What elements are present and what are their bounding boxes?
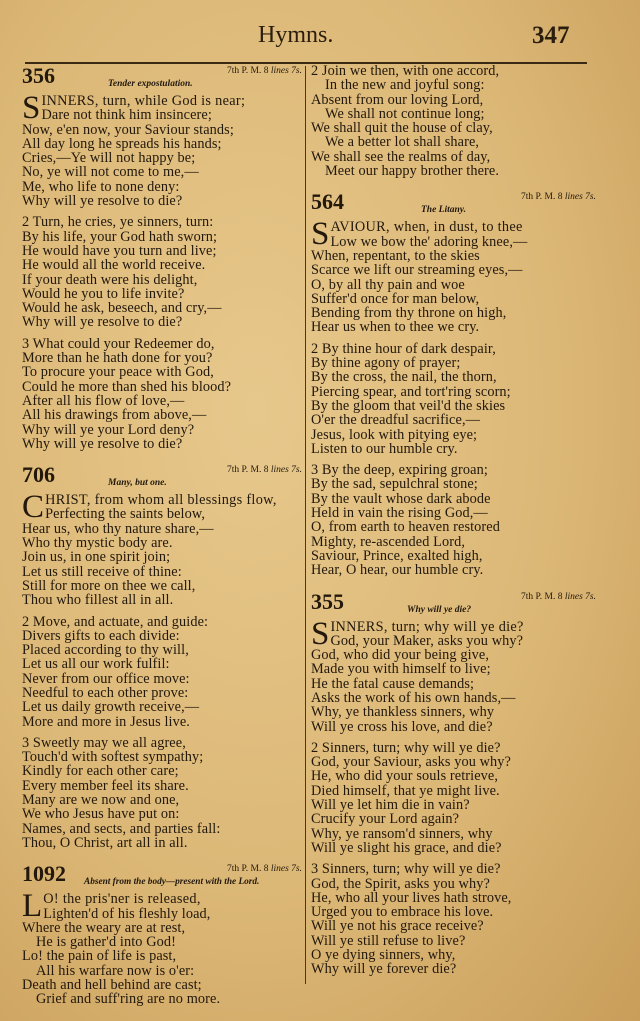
- verse-line: Perfecting the saints below,: [45, 506, 206, 523]
- verse-line: Kindly for each other care;: [22, 763, 179, 780]
- meter-label: [227, 465, 302, 475]
- verse-line: Divers gifts to each divide:: [22, 627, 180, 644]
- verse-line: Will ye let him die in vain?: [311, 797, 470, 814]
- verse: [22, 615, 302, 729]
- hymn-header: [22, 463, 302, 493]
- verse-line: Now, e'en now, your Saviour stands;: [22, 121, 234, 138]
- verse-line: Why will ye your Lord deny?: [22, 421, 195, 438]
- verse-line: Why, ye thankless sinners, why: [311, 704, 495, 721]
- verse-line: All his drawings from above,—: [22, 407, 207, 424]
- verse-line: Saviour, Prince, exalted high,: [311, 547, 483, 564]
- verse-line: 2 By thine hour of dark despair,: [311, 340, 496, 357]
- verse-line: Urged you to embrace his love.: [311, 904, 494, 921]
- meter-lines: lines 7s.: [270, 66, 302, 76]
- line-text: AVIOUR, when, in dust, to thee: [330, 219, 523, 236]
- meter-lines: lines 7s.: [270, 465, 302, 476]
- verse-line: If your death were his delight,: [22, 271, 198, 288]
- hymn-number: 356: [22, 63, 55, 88]
- line-text: HRIST, from whom all blessings flow,: [45, 492, 277, 509]
- verse-line: We a better lot shall share,: [325, 134, 480, 151]
- meter-text: 7th P. M. 8: [227, 465, 269, 476]
- verse-line: In the new and joyful song:: [325, 77, 485, 94]
- verse-line: Let us all our work fulfil:: [22, 656, 170, 673]
- verse: [311, 741, 596, 855]
- hymn-number: 1092: [22, 861, 66, 887]
- hymn-block: [311, 590, 596, 977]
- verse-line: Scarce we lift our streaming eyes,—: [311, 262, 523, 279]
- left-column: [22, 64, 302, 1019]
- verse-line: Hear us, who thy nature share,—: [22, 520, 214, 537]
- verse-line: O, by all thy pain and woe: [311, 276, 465, 293]
- verse-line: Thou, O Christ, art all in all.: [22, 834, 188, 851]
- hymn-block: [311, 64, 596, 178]
- hymn-subtitle: Tender expostulation.: [108, 79, 193, 89]
- hymn-block: [22, 463, 302, 850]
- hymn-block: [22, 862, 302, 1006]
- verse: [22, 215, 302, 329]
- hymn-number: 355: [311, 588, 344, 614]
- drop-cap: S: [311, 216, 330, 253]
- meter-lines: lines 7s.: [564, 591, 596, 602]
- hymn-header: [22, 64, 302, 94]
- drop-cap: L: [22, 888, 43, 925]
- verse-line: All his warfare now is o'er:: [36, 962, 195, 979]
- verse-line: Let us daily growth receive,—: [22, 699, 200, 716]
- running-title: Hymns.: [258, 22, 334, 48]
- verse-line: 3 Sweetly may we all agree,: [22, 734, 186, 751]
- verse-line: Needful to each other prove:: [22, 684, 189, 701]
- verse-line: By thine agony of prayer;: [311, 355, 461, 372]
- verse-line: Every member feel its share.: [22, 777, 189, 794]
- verse-line: Lighten'd of his fleshly load,: [43, 905, 211, 922]
- verse-line: Why will ye resolve to die?: [22, 435, 183, 452]
- verse-line: Many are we now and one,: [22, 792, 180, 809]
- hymn-header: [22, 862, 302, 892]
- verse-line: God, your Saviour, asks you why?: [311, 754, 511, 771]
- verse-line: Will ye still refuse to live?: [311, 932, 466, 949]
- verse-line: No, ye will not come to me,—: [22, 164, 199, 181]
- verse-line: More than he hath done for you?: [22, 350, 213, 367]
- verse-line: By the cross, the nail, the thorn,: [311, 369, 497, 386]
- hymn-number: 564: [311, 189, 344, 215]
- hymn-subtitle: Many, but one.: [108, 478, 167, 489]
- meter-lines: lines 7s.: [564, 192, 596, 203]
- verse-line: Names, and sects, and parties fall:: [22, 820, 221, 837]
- meter-text: 7th P. M. 8: [521, 192, 563, 203]
- meter-text: 7th P. M. 8: [521, 591, 563, 602]
- verse-line: Hear us when to thee we cry.: [311, 319, 480, 336]
- verse-line: He would all the world receive.: [22, 257, 206, 274]
- line-text: INNERS, turn; why will ye die?: [330, 618, 524, 635]
- verse-line: Held in vain the rising God,—: [311, 505, 488, 522]
- verse: [22, 337, 302, 451]
- verse: [311, 862, 596, 976]
- verse-line: Me, who life to none deny:: [22, 178, 180, 195]
- verse-line: Why will ye resolve to die?: [22, 193, 183, 210]
- verse-line: Will ye cross his love, and die?: [311, 718, 493, 735]
- column-divider: [305, 66, 306, 984]
- verse: [311, 615, 596, 735]
- drop-cap: S: [22, 90, 41, 126]
- verse-line: After all his flow of love,—: [22, 392, 185, 409]
- verse-line: All day long he spreads his hands;: [22, 135, 222, 152]
- verse: [311, 216, 596, 336]
- line-text: O! the pris'ner is released,: [43, 891, 201, 908]
- verse-line: Grief and suff'ring are no more.: [36, 991, 221, 1008]
- verse-line: 3 What could your Redeemer do,: [22, 335, 215, 352]
- verse-line: We shall see the realms of day,: [311, 148, 491, 165]
- verse-line: He, who all your lives hath strove,: [311, 889, 512, 906]
- hymn-block: [311, 190, 596, 577]
- verse: [22, 888, 302, 1008]
- verse-line: 2 Move, and actuate, and guide:: [22, 613, 209, 630]
- verse: [22, 489, 302, 609]
- hymn-header: [311, 190, 596, 220]
- drop-cap: S: [311, 615, 330, 652]
- verse-line: We shall not continue long;: [325, 105, 485, 122]
- verse-line: Could he more than shed his blood?: [22, 378, 232, 395]
- verse-line: O ye dying sinners, why,: [311, 947, 456, 964]
- meter-label: [227, 864, 302, 874]
- verse-line: Why will ye resolve to die?: [22, 314, 183, 331]
- meter-label: [521, 592, 596, 602]
- verse-line: Never from our office move:: [22, 670, 190, 687]
- verse-line: Join us, in one spirit join;: [22, 549, 171, 566]
- verse-line: Crucify your Lord again?: [311, 811, 460, 828]
- meter-label: [521, 192, 596, 202]
- verse-line: Let us still receive of thine:: [22, 563, 182, 580]
- verse-line: More and more in Jesus live.: [22, 713, 190, 730]
- verse-line: By his life, your God hath sworn;: [22, 228, 218, 245]
- verse-line: By the sad, sepulchral stone;: [311, 476, 478, 493]
- verse-line: Where the weary are at rest,: [22, 919, 186, 936]
- verse-line: Who thy mystic body are.: [22, 535, 173, 552]
- verse-line: Why will ye forever die?: [311, 961, 457, 978]
- hymn-subtitle: The Litany.: [421, 205, 467, 216]
- meter-text: 7th P. M. 8: [227, 66, 269, 76]
- meter-label: [227, 66, 302, 76]
- verse-line: Death and hell behind are cast;: [22, 977, 202, 994]
- verse-line: Would he ask, beseech, and cry,—: [22, 300, 222, 317]
- verse-line: When, repentant, to the skies: [311, 247, 480, 264]
- verse-line: Low we bow the' adoring knee,—: [330, 233, 528, 250]
- verse-line: God, the Spirit, asks you why?: [311, 875, 490, 892]
- drop-cap: C: [22, 489, 45, 526]
- verse-line: 2 Turn, he cries, ye sinners, turn:: [22, 214, 214, 231]
- verse: [311, 64, 596, 178]
- verse-line: To procure your peace with God,: [22, 364, 214, 381]
- verse-line: He the fatal cause demands;: [311, 675, 475, 692]
- verse-line: Thou who fillest all in all.: [22, 592, 174, 609]
- line-text: INNERS, turn, while God is near;: [41, 93, 246, 109]
- right-column: [311, 64, 596, 989]
- verse-line: Bending from thy throne on high,: [311, 305, 507, 322]
- verse-line: Why, ye ransom'd sinners, why: [311, 825, 493, 842]
- verse-line: Jesus, look with pitying eye;: [311, 426, 478, 443]
- verse: [22, 736, 302, 850]
- verse-line: He is gather'd into God!: [36, 934, 176, 951]
- verse-line: Will ye slight his grace, and die?: [311, 839, 502, 856]
- verse-line: Dare not think him insincere;: [41, 107, 212, 124]
- verse-line: We shall quit the house of clay,: [311, 120, 493, 137]
- verse-line: Still for more on thee we call,: [22, 577, 196, 594]
- verse-line: 3 Sinners, turn; why will ye die?: [311, 861, 501, 878]
- running-head: [0, 22, 640, 52]
- verse-line: Listen to our humble cry.: [311, 440, 458, 457]
- verse-line: Hear, O hear, our humble cry.: [311, 562, 484, 579]
- verse-line: God, who did your being give,: [311, 647, 490, 664]
- verse-line: Lo! the pain of life is past,: [22, 948, 177, 965]
- verse-line: O, from earth to heaven restored: [311, 519, 500, 536]
- verse-line: He, who did your souls retrieve,: [311, 768, 499, 785]
- verse-line: Died himself, that ye might live.: [311, 782, 500, 799]
- verse-line: Cries,—Ye will not happy be;: [22, 150, 196, 167]
- verse-line: We who Jesus have put on:: [22, 806, 180, 823]
- verse: [22, 90, 302, 210]
- hymn-subtitle: Why will ye die?: [407, 604, 472, 615]
- verse-line: By the vault whose dark abode: [311, 490, 491, 507]
- hymn-subtitle: Absent from the body—present with the Lord.: [84, 877, 260, 888]
- hymn-block: [22, 64, 302, 451]
- meter-lines: lines 7s.: [270, 864, 302, 875]
- verse-line: Touch'd with softest sympathy;: [22, 749, 204, 766]
- hymn-header: [311, 590, 596, 620]
- verse-line: 2 Join we then, with one accord,: [311, 63, 500, 79]
- page-number: 347: [532, 22, 570, 49]
- hymn-number: 706: [22, 462, 55, 488]
- meter-text: 7th P. M. 8: [227, 864, 269, 875]
- verse-line: Piercing spear, and tort'ring scorn;: [311, 383, 511, 400]
- verse: [311, 463, 596, 577]
- verse-line: Placed according to thy will,: [22, 642, 189, 659]
- verse: [311, 342, 596, 456]
- verse-line: Would he you to life invite?: [22, 285, 185, 302]
- verse-line: Absent from our loving Lord,: [311, 91, 484, 108]
- verse-line: Will ye not his grace receive?: [311, 918, 484, 935]
- verse-line: Meet our happy brother there.: [325, 163, 500, 180]
- verse-line: O'er the dreadful sacrifice,—: [311, 412, 481, 429]
- verse-line: 3 By the deep, expiring groan;: [311, 462, 488, 479]
- verse-line: God, your Maker, asks you why?: [330, 632, 524, 649]
- verse-line: He would have you turn and live;: [22, 242, 217, 259]
- verse-line: By the gloom that veil'd the skies: [311, 397, 506, 414]
- verse-line: 2 Sinners, turn; why will ye die?: [311, 739, 501, 756]
- verse-line: Asks the work of his own hands,—: [311, 689, 516, 706]
- verse-line: Suffer'd once for man below,: [311, 290, 480, 307]
- verse-line: Mighty, re-ascended Lord,: [311, 533, 466, 550]
- verse-line: Made you with himself to live;: [311, 661, 491, 678]
